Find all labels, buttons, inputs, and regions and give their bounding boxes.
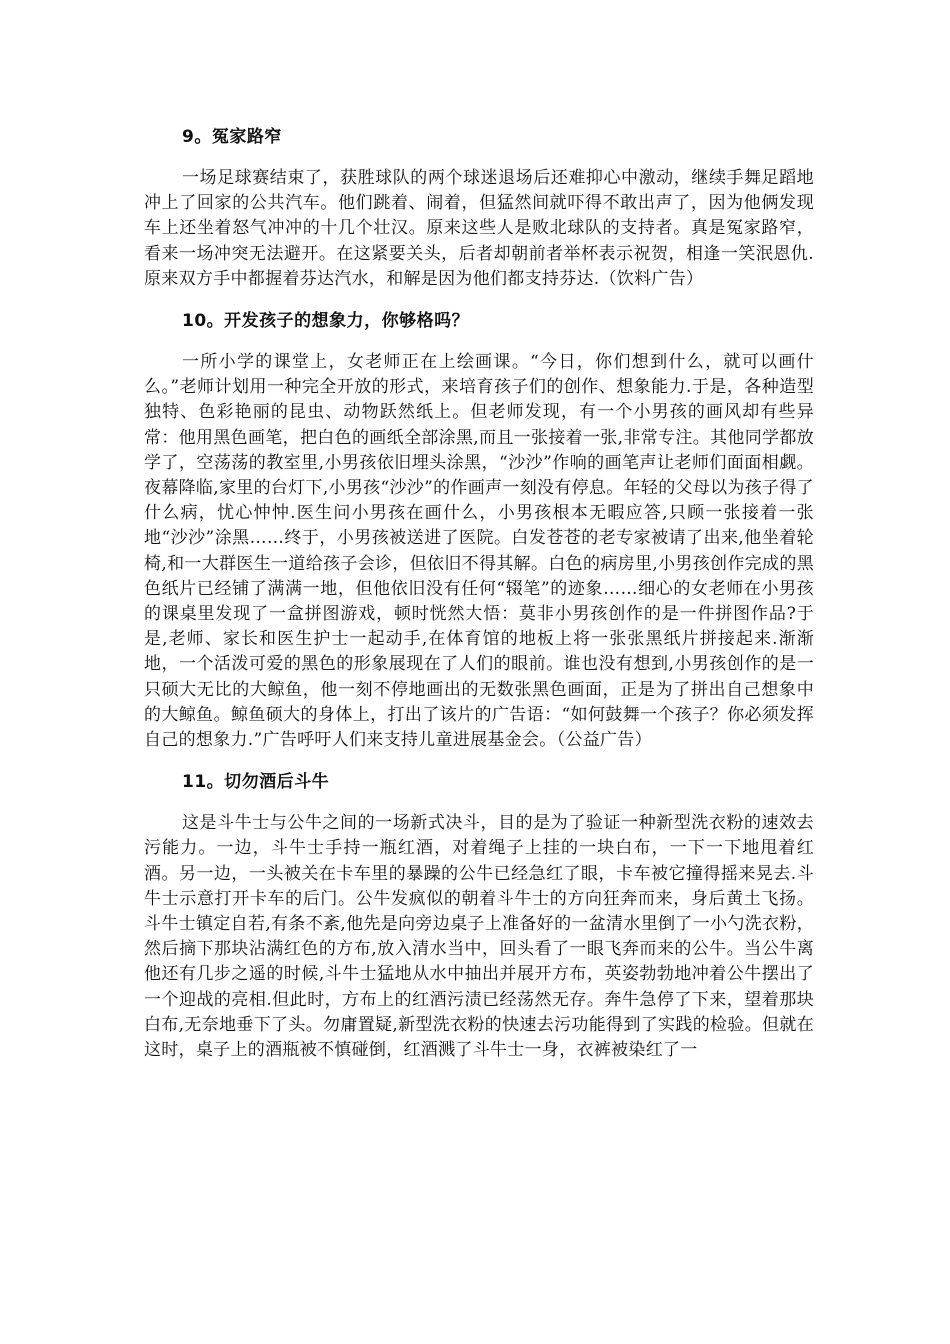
- section-body-10: 一所小学的课堂上，女老师正在上绘画课。“今日，你们想到什么，就可以画什么。”老师计划用一种完全开放的形式，来培育孩子们的创作、想象能力.于是，各种造型独特、色彩艳丽的昆虫、动物跃然纸上。但老师发现，有一个小男孩的画风却有些异常：他用黑色画笔，把白色的画纸全部涂黑,而且一张接着一张,非常专注。其他同学都放学了，空荡荡的教室里,小男孩依旧埋头涂黑，“沙沙”作响的画笔声让老师们面面相觑。夜幕降临,家里的台灯下,小男孩“沙沙”的作画声一刻没有停息。年轻的父母以为孩子得了什么病，忧心忡忡.医生问小男孩在画什么，小男孩根本无暇应答,只顾一张接着一张地“沙沙”涂黑……终于，小男孩被送进了医院。白发苍苍的老专家被请了出来,他坐着轮椅,和一大群医生一道给孩子会诊，但依旧不得其解。白色的病房里,小男孩创作完成的黑色纸片已经铺了满满一地，但他依旧没有任何“辍笔”的迹象……细心的女老师在小男孩的课桌里发现了一盒拼图游戏，顿时恍然大悟：莫非小男孩创作的是一件拼图作品?于是,老师、家长和医生护士一起动手,在体育馆的地板上将一张张黑纸片拼接起来.渐渐地，一个活泼可爱的黑色的形象展现在了人们的眼前。谁也没有想到,小男孩创作的是一只硕大无比的大鲸鱼，他一刻不停地画出的无数张黑色画面，正是为了拼出自己想象中的大鲸鱼。鲸鱼硕大的身体上，打出了该片的广告语：“如何鼓舞一个孩子？你必须发挥自己的想象力.”广告呼吁人们来支持儿童进展基金会。（公益广告）: [144, 352, 814, 751]
- section-body-9: 一场足球赛结束了，获胜球队的两个球迷退场后还难抑心中激动，继续手舞足蹈地冲上了回家的公共汽车。他们跳着、闹着，但猛然间就吓得不敢出声了，因为他俩发现车上还坐着怒气冲冲的十几个壮汉。原来这些人是败北球队的支持者。真是冤家路窄，看来一场冲突无法避开。在这紧要关头，后者却朝前者举杯表示祝贺，相逢一笑泯恩仇.原来双方手中都握着芬达汽水，和解是因为他们都支持芬达.（饮料广告）: [144, 168, 814, 289]
- section-title-10: 10。开发孩子的想象力，你够格吗？: [182, 311, 470, 332]
- section-body-11: 这是斗牛士与公牛之间的一场新式决斗，目的是为了验证一种新型洗衣粉的速效去污能力。一边，斗牛士手持一瓶红酒，对着绳子上挂的一块白布，一下一下地甩着红酒。另一边，一头被关在卡车里的暴躁的公牛已经急红了眼，卡车被它撞得摇来晃去.斗牛士示意打开卡车的后门。公牛发疯似的朝着斗牛士的方向狂奔而来，身后黄土飞扬。斗牛士镇定自若,有条不紊,他先是向旁边桌子上准备好的一盆清水里倒了一小勺洗衣粉，然后摘下那块沾满红色的方布,放入清水当中，回头看了一眼飞奔而来的公牛。当公牛离他还有几步之遥的时候,斗牛士猛地从水中抽出并展开方布，英姿勃勃地冲着公牛摆出了一个迎战的亮相.但此时，方布上的红酒污渍已经荡然无存。奔牛急停了下来，望着那块白布,无奈地垂下了头。勿庸置疑,新型洗衣粉的快速去污功能得到了实践的检验。但就在这时，桌子上的酒瓶被不慎碰倒，红酒溅了斗牛士一身，衣裤被染红了一: [144, 813, 814, 1061]
- document-page: [144, 110, 814, 1077]
- section-title-11: 11。切勿酒后斗牛: [182, 772, 330, 793]
- section-title-9: 9。冤家路窄: [182, 127, 282, 147]
